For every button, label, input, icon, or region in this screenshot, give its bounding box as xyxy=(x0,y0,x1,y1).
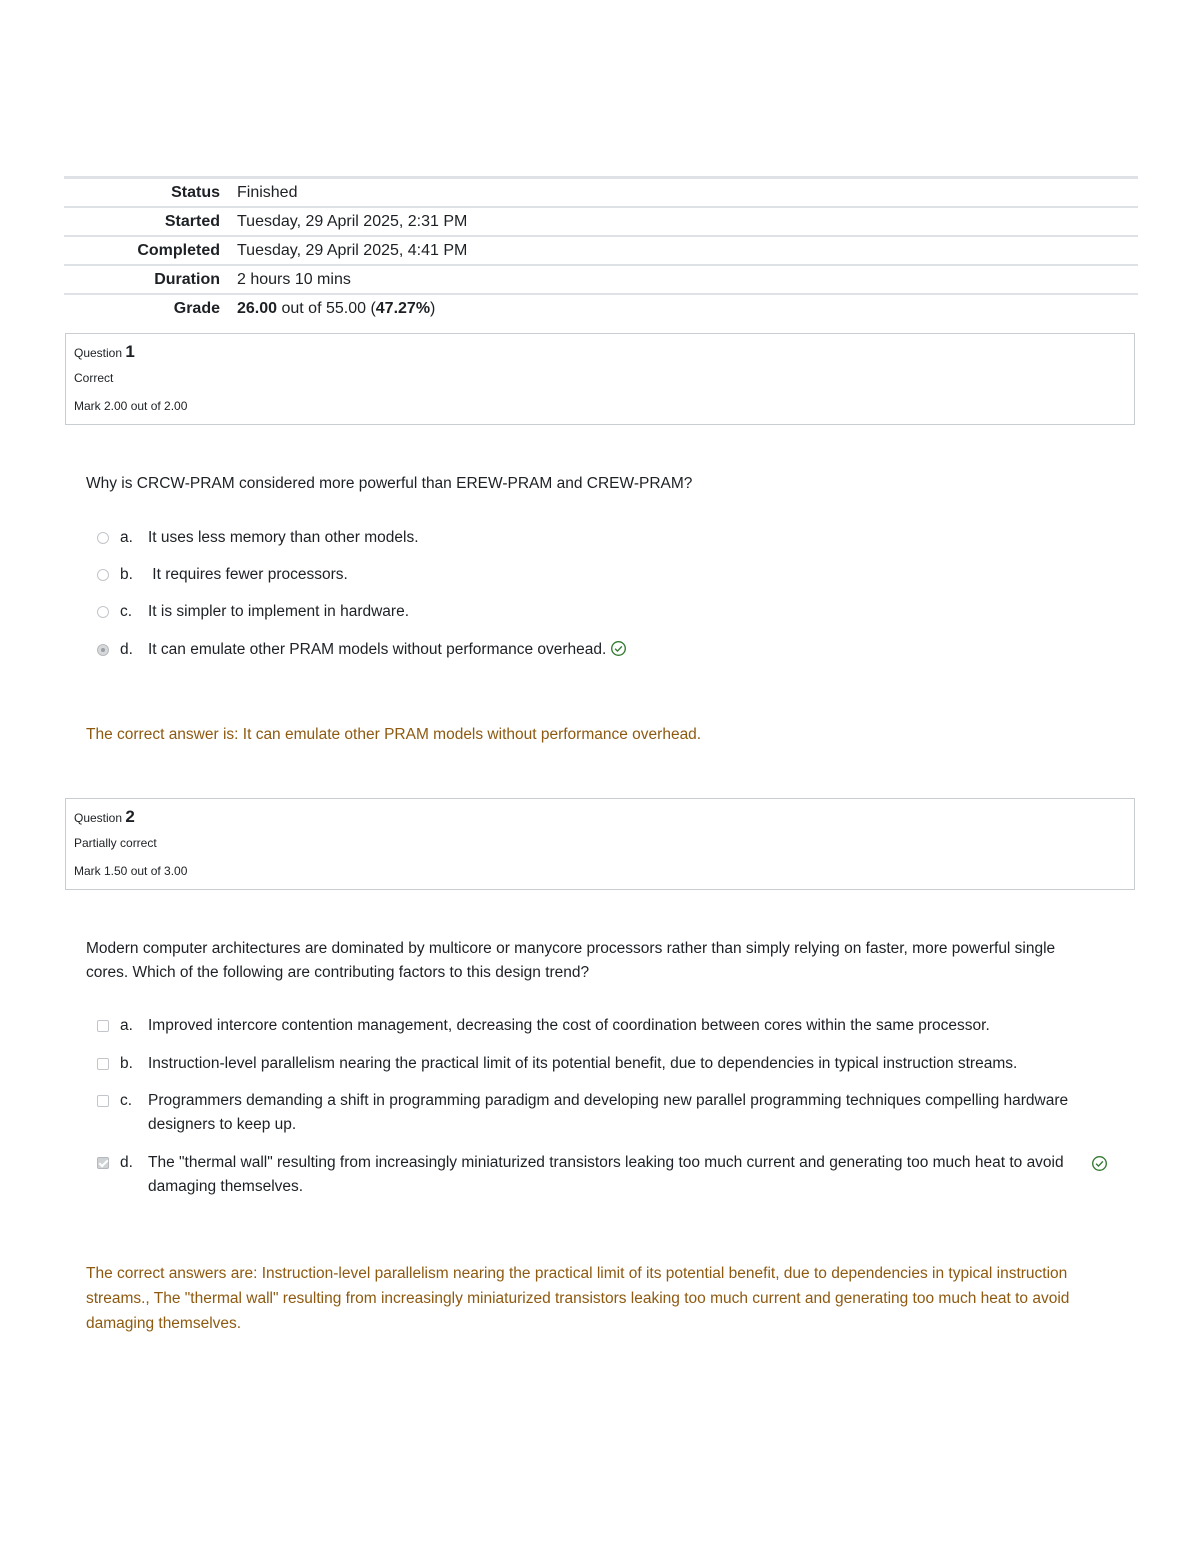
radio-button[interactable] xyxy=(95,604,111,620)
question-1-info xyxy=(65,333,1135,425)
answer-letter: d. xyxy=(120,1154,133,1171)
checkbox[interactable] xyxy=(95,1056,111,1072)
answer-letter: c. xyxy=(120,603,133,620)
answer-letter: b. xyxy=(120,566,133,583)
completed-label: Completed xyxy=(137,242,220,259)
grade-percent: 47.27% xyxy=(375,300,431,317)
question-1-number xyxy=(74,342,1126,364)
grade-label: Grade xyxy=(173,300,220,317)
radio-button[interactable] xyxy=(95,567,111,583)
q2-answer-d[interactable] xyxy=(95,1151,1110,1199)
answer-letter: a. xyxy=(120,1017,133,1034)
question-2-feedback: The correct answers are: Instruction-level parallelism nearing the practical limit of its potential benefit, due to dependencies in typical instruction streams., The "thermal wall" resulting from increasingly miniaturized transistors leaking too much current and generating too much heat to avoid damaging themselves. xyxy=(86,1265,1070,1332)
q1-answer-a[interactable] xyxy=(95,526,1110,550)
question-2-number xyxy=(74,807,1126,829)
grade-close: ) xyxy=(430,300,436,317)
q2-answer-a[interactable] xyxy=(95,1014,1110,1038)
summary-row-status xyxy=(64,178,1138,208)
question-label: Question xyxy=(74,811,126,825)
answer-text: It is simpler to implement in hardware. xyxy=(148,603,410,620)
answer-letter: a. xyxy=(120,529,133,546)
question-label: Question xyxy=(74,346,126,360)
answer-text: The "thermal wall" resulting from increasingly miniaturized transistors leaking too much current and generating too much heat to avoid damaging themselves. xyxy=(148,1154,1064,1195)
question-1-text: Why is CRCW-PRAM considered more powerful than EREW-PRAM and CREW-PRAM? xyxy=(86,475,693,492)
attempt-summary-table xyxy=(64,176,1138,322)
answer-text: It can emulate other PRAM models without performance overhead. xyxy=(148,641,607,658)
grade-value xyxy=(228,294,1138,322)
check-circle-icon xyxy=(610,640,627,657)
answer-text: Improved intercore contention management, decreasing the cost of coordination between cores within the same processor. xyxy=(148,1017,990,1034)
checkbox-checked[interactable] xyxy=(95,1155,111,1171)
radio-button-selected[interactable] xyxy=(95,642,111,658)
status-value: Finished xyxy=(237,184,298,201)
summary-row-duration xyxy=(64,265,1138,294)
duration-value: 2 hours 10 mins xyxy=(237,271,351,288)
started-label: Started xyxy=(164,213,220,230)
q1-answer-b[interactable] xyxy=(95,563,1110,587)
status-label: Status xyxy=(171,184,220,201)
summary-row-started xyxy=(64,207,1138,236)
summary-row-grade xyxy=(64,294,1138,322)
grade-score: 26.00 xyxy=(237,300,278,317)
question-1-state: Correct xyxy=(74,371,114,385)
started-value: Tuesday, 29 April 2025, 2:31 PM xyxy=(237,213,468,230)
q2-answer-c[interactable] xyxy=(95,1089,1110,1137)
question-number: 1 xyxy=(125,342,135,361)
question-2-text: Modern computer architectures are dominated by multicore or manycore processors rather than simply relying on faster, more powerful single cores. Which of the following are contributing factors to this design trend? xyxy=(86,940,1056,981)
question-2-info xyxy=(65,798,1135,890)
radio-button[interactable] xyxy=(95,530,111,546)
grade-mid: out of 55.00 ( xyxy=(277,300,376,317)
duration-label: Duration xyxy=(154,271,220,288)
question-number: 2 xyxy=(125,807,135,826)
answer-letter: d. xyxy=(120,641,133,658)
q1-answer-c[interactable] xyxy=(95,600,1110,624)
answer-text: Instruction-level parallelism nearing the practical limit of its potential benefit, due to dependencies in typical instruction streams. xyxy=(148,1055,1018,1072)
summary-row-completed xyxy=(64,236,1138,265)
question-2-mark: Mark 1.50 out of 3.00 xyxy=(74,864,188,878)
check-circle-icon xyxy=(1091,1155,1108,1172)
q2-answer-b[interactable] xyxy=(95,1052,1110,1076)
question-2-state: Partially correct xyxy=(74,836,157,850)
question-1-feedback: The correct answer is: It can emulate other PRAM models without performance overhead. xyxy=(86,726,702,743)
q1-answer-d[interactable] xyxy=(95,638,1110,662)
answer-letter: c. xyxy=(120,1092,133,1109)
answer-text: It uses less memory than other models. xyxy=(148,529,419,546)
answer-text: It requires fewer processors. xyxy=(148,566,348,583)
completed-value: Tuesday, 29 April 2025, 4:41 PM xyxy=(237,242,468,259)
checkbox[interactable] xyxy=(95,1018,111,1034)
checkbox[interactable] xyxy=(95,1093,111,1109)
answer-text: Programmers demanding a shift in programming paradigm and developing new parallel programming techniques compelling hardware designers to keep up. xyxy=(148,1092,1069,1133)
question-1-mark: Mark 2.00 out of 2.00 xyxy=(74,399,188,413)
answer-letter: b. xyxy=(120,1055,133,1072)
